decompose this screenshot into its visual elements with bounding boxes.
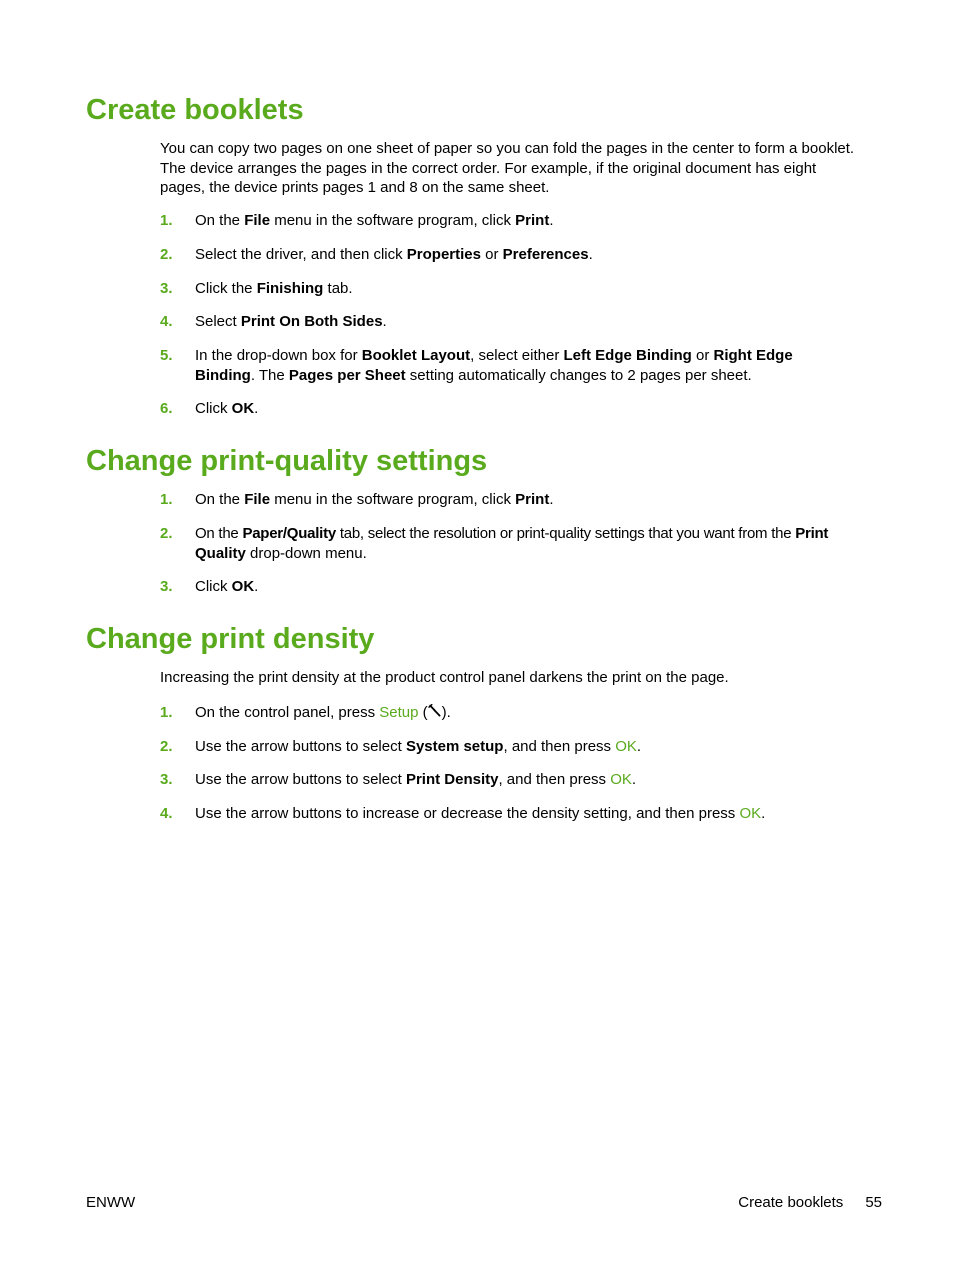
ok-link: OK — [739, 805, 762, 822]
step-text: Click the Finishing tab. — [195, 280, 353, 297]
step-number: 3. — [160, 578, 173, 595]
step-text: On the File menu in the software program, click Print. — [195, 212, 554, 229]
step-text: In the drop-down box for Booklet Layout, select either Left Edge Binding or Right Edge Binding. The Pages per Sheet setting automatically changes to 2 pages per sheet. — [195, 347, 793, 384]
step-number: 1. — [160, 212, 173, 229]
step-text: Use the arrow buttons to increase or decrease the density setting, and then press OK. — [195, 805, 766, 822]
step-number: 5. — [160, 347, 173, 364]
footer-left: ENWW — [86, 1194, 136, 1211]
intro-paragraph: Increasing the print density at the product control panel darkens the print on the page. — [160, 669, 729, 686]
intro-paragraph: You can copy two pages on one sheet of paper so you can fold the pages in the center to form a booklet. The device arranges the pages in the correct order. For example, if the original document has eight pages, the device prints pages 1 and 8 on the same sheet. — [160, 140, 855, 196]
footer-right — [738, 1193, 882, 1212]
step-text: Use the arrow buttons to select System setup, and then press OK. — [195, 738, 642, 755]
step-number: 1. — [160, 704, 173, 721]
step-number: 2. — [160, 246, 173, 263]
step-text: Click OK. — [195, 578, 259, 595]
step-number: 6. — [160, 400, 173, 417]
step-text: Select the driver, and then click Properties or Preferences. — [195, 246, 593, 263]
step-number: 1. — [160, 491, 173, 508]
ok-link: OK — [610, 771, 632, 788]
step-text: Use the arrow buttons to select Print Density, and then press OK. — [195, 771, 637, 788]
step-number: 2. — [160, 525, 173, 542]
heading-change-print-quality: Change print-quality settings — [86, 445, 488, 477]
step-text: On the Paper/Quality tab, select the resolution or print-quality settings that you want from the Print Quality drop-down menu. — [195, 525, 829, 562]
setup-link: Setup — [379, 704, 419, 721]
heading-change-print-density: Change print density — [86, 623, 375, 655]
step-number: 3. — [160, 280, 173, 297]
step-text: Click OK. — [195, 400, 259, 417]
step-text: Select Print On Both Sides. — [195, 313, 387, 330]
step-text: On the File menu in the software program, click Print. — [195, 491, 554, 508]
ok-link: OK — [615, 738, 637, 755]
step-number: 4. — [160, 313, 173, 330]
step-number: 4. — [160, 805, 173, 822]
page-number: 55 — [865, 1194, 882, 1211]
wrench-icon — [428, 704, 442, 718]
step-number: 2. — [160, 738, 173, 755]
step-text: On the control panel, press Setup ( ). — [195, 704, 451, 721]
footer-section-title: Create booklets — [738, 1194, 844, 1211]
step-number: 3. — [160, 771, 173, 788]
heading-create-booklets: Create booklets — [86, 94, 304, 126]
